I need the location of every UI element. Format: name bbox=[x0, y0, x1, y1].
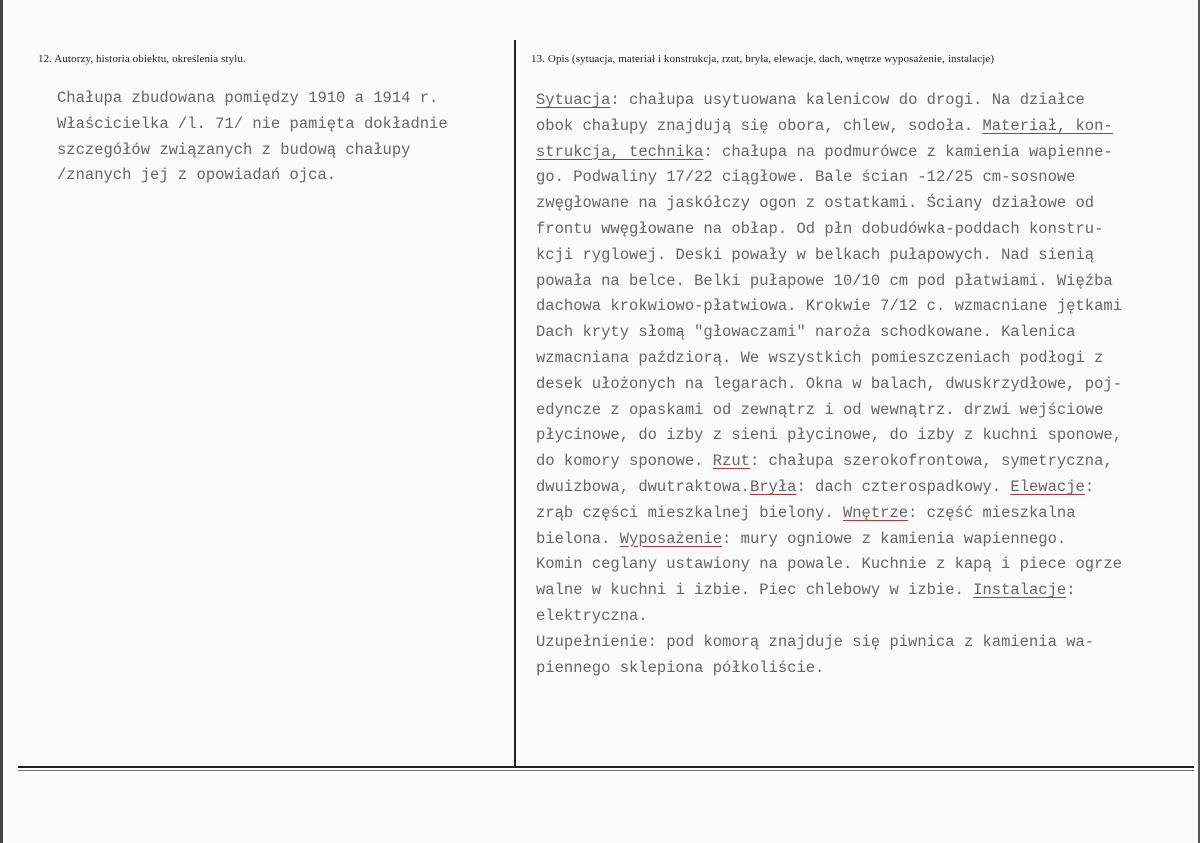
text-run: Komin ceglany ustawiony na powale. Kuchnie z kapą i piece ogrze bbox=[536, 555, 1122, 574]
underlined-heading: Wnętrze bbox=[842, 503, 909, 522]
text-run: powała na belce. Belki pułapowe 10/10 cm pod płatwiami. Więźba bbox=[536, 271, 1113, 290]
text-run: desek ułożonych na legarach. Okna w balach, dwuskrzydłowe, poj- bbox=[536, 374, 1122, 393]
text-run: Uzupełnienie: pod komorą znajduje się piwnica z kamienia wa- bbox=[536, 632, 1095, 651]
bottom-rule bbox=[18, 766, 1194, 768]
typed-line bbox=[536, 217, 1122, 243]
typed-line: /znanych jej z opowiadań ojca. bbox=[57, 166, 337, 185]
text-run: elektryczna. bbox=[536, 606, 648, 625]
typed-line bbox=[536, 501, 1122, 527]
typed-line: szczegółów związanych z budową chałupy bbox=[57, 140, 411, 159]
underlined-heading: Rzut bbox=[712, 452, 750, 471]
typed-line bbox=[536, 372, 1122, 398]
text-run: dwuizbowa, dwutraktowa. bbox=[536, 477, 750, 496]
text-run: : bbox=[1084, 477, 1095, 496]
text-run: frontu wwęgłowane na obłap. Od płn dobudówka-poddach konstru- bbox=[536, 219, 1104, 238]
column-divider bbox=[514, 40, 516, 766]
typed-line bbox=[536, 398, 1122, 424]
section-13-header: 13. Opis (sytuacja, materiał i konstrukcja, rzut, bryła, elewacje, dach, wnętrze wyposażenie, instalacje) bbox=[531, 53, 995, 65]
text-run: zwęgłowane na jaskółczy ogon z ostatkami. Ściany działowe od bbox=[536, 194, 1095, 213]
text-run: Dach kryty słomą "głowaczami" naroża schodkowane. Kalenica bbox=[536, 323, 1076, 342]
underlined-heading: Wyposażenie bbox=[619, 529, 723, 548]
text-run: edyncze z opaskami od zewnątrz i od wewnątrz. drzwi wejściowe bbox=[536, 400, 1104, 419]
section-12-typed-text bbox=[57, 86, 448, 189]
typed-line bbox=[536, 656, 1122, 682]
underlined-heading: Bryła bbox=[749, 477, 797, 496]
typed-line: Chałupa zbudowana pomiędzy 1910 a 1914 r. bbox=[57, 89, 439, 107]
section-13-typed-text bbox=[536, 88, 1122, 681]
typed-line bbox=[536, 604, 1122, 630]
text-run: : bbox=[1066, 581, 1076, 600]
text-run: go. Podwaliny 17/22 ciągłowe. Bale ścian -12/25 cm-sosnowe bbox=[536, 168, 1076, 187]
underlined-heading: Elewacje bbox=[1010, 477, 1085, 496]
typed-line bbox=[536, 114, 1122, 140]
text-run: piennego sklepiona półkoliście. bbox=[536, 658, 825, 677]
typed-line bbox=[536, 165, 1122, 191]
typed-line bbox=[536, 294, 1122, 320]
typed-line bbox=[536, 527, 1122, 553]
text-run: zrąb części mieszkalnej bielony. bbox=[536, 503, 843, 522]
text-run: kcji ryglowej. Deski powały w belkach pułapowych. Nad sienią bbox=[536, 245, 1095, 264]
typed-line bbox=[536, 552, 1122, 578]
typed-line: Właścicielka /l. 71/ nie pamięta dokładnie bbox=[57, 114, 448, 133]
underlined-heading: strukcja, technika bbox=[536, 142, 704, 161]
typed-line bbox=[536, 346, 1122, 372]
typed-line bbox=[536, 88, 1122, 114]
typed-line bbox=[536, 191, 1122, 217]
typed-line bbox=[536, 578, 1122, 604]
text-run: dachowa krokwiowo-płatwiowa. Krokwie 7/12 c. wzmacniane jętkami bbox=[536, 297, 1122, 316]
page-left-edge bbox=[0, 0, 3, 843]
text-run: wzmacniana paździorą. We wszystkich pomieszczeniach podłogi z bbox=[536, 348, 1104, 367]
text-run: : chałupa na podmurówce z kamienia wapienne- bbox=[703, 142, 1113, 161]
underlined-heading: Instalacje bbox=[973, 581, 1067, 600]
text-run: : mury ogniowe z kamienia wapiennego. bbox=[722, 529, 1067, 548]
text-run: obok chałupy znajdują się obora, chlew, sodoła. bbox=[536, 116, 983, 135]
typed-line bbox=[536, 423, 1122, 449]
section-12-header: 12. Autorzy, historia obiektu, określenia stylu. bbox=[38, 53, 246, 65]
typed-line bbox=[536, 243, 1122, 269]
text-run: : chałupa szerokofrontowa, symetryczna, bbox=[749, 452, 1113, 471]
typed-line bbox=[536, 475, 1122, 501]
typed-line bbox=[536, 140, 1122, 166]
typed-line bbox=[536, 269, 1122, 295]
underlined-heading: Sytuacja bbox=[536, 91, 611, 109]
text-run: do komory sponowe. bbox=[536, 452, 713, 471]
typed-line bbox=[536, 449, 1122, 475]
text-run: płycinowe, do izby z sieni płycinowe, do izby z kuchni sponowe, bbox=[536, 426, 1122, 445]
text-run: : dach czterospadkowy. bbox=[796, 477, 1011, 496]
text-run: : chałupa usytuowana kalenicow do drogi. Na działce bbox=[610, 91, 1085, 109]
text-run: bielona. bbox=[536, 529, 620, 548]
underlined-heading: Materiał, kon- bbox=[982, 116, 1113, 135]
bottom-rule-thin bbox=[18, 770, 1194, 771]
text-run: : część mieszkalna bbox=[908, 503, 1076, 522]
text-run: walne w kuchni i izbie. Piec chlebowy w izbie. bbox=[536, 581, 974, 600]
typed-line bbox=[536, 630, 1122, 656]
typed-line bbox=[536, 320, 1122, 346]
